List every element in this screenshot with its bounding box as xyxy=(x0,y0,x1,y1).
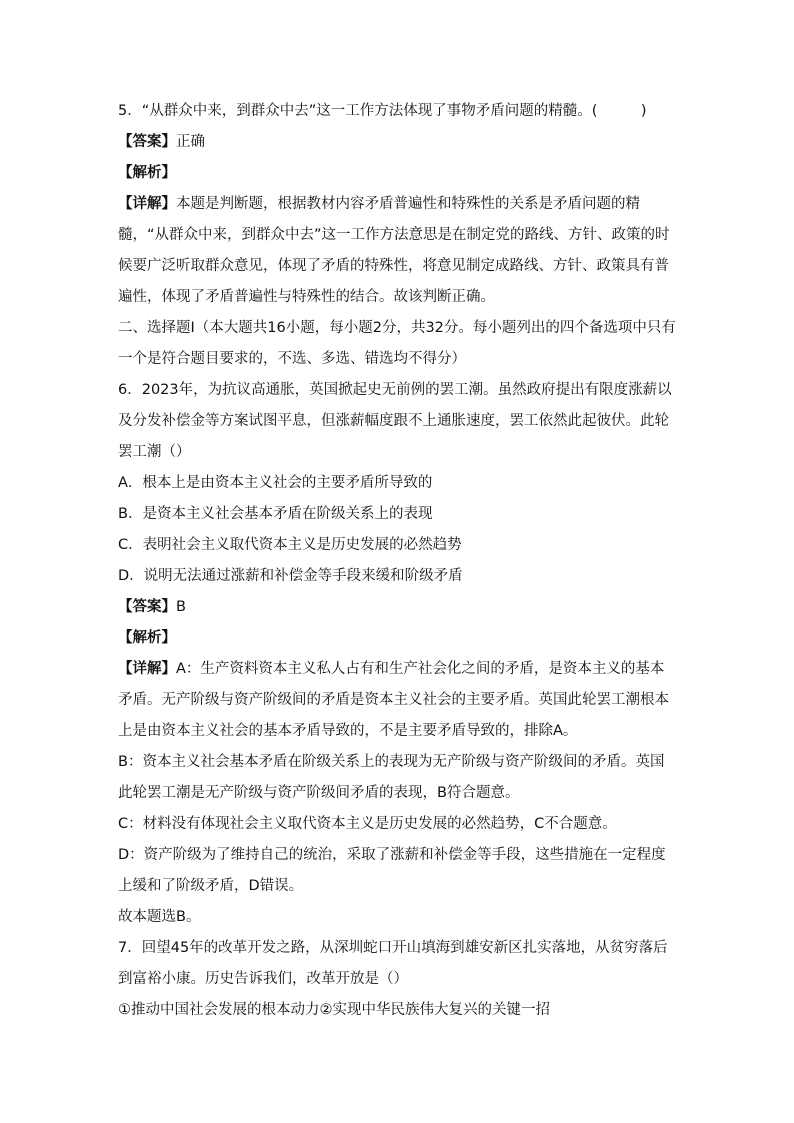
q5-detail xyxy=(118,189,678,313)
q6-option-a: A．根本上是由资本主义社会的主要矛盾所导致的 xyxy=(118,475,433,491)
answer-value: B xyxy=(176,599,186,615)
detail-tag: 【详解】 xyxy=(118,196,176,212)
q6-option-b: B．是资本主义社会基本矛盾在阶级关系上的表现 xyxy=(118,506,433,522)
answer-tag: 【答案】 xyxy=(118,599,176,615)
detail-text-a: A：生产资料资本主义私人占有和生产社会化之间的矛盾，是资本主义的基本矛盾。无产阶级与资产阶级间的矛盾是资本主义社会的主要矛盾。英国此轮罢工潮根本上是由资本主义社会的基本矛盾导致的，不是主要矛盾导致的，排除A。 xyxy=(118,661,669,739)
q6-option-c: C．表明社会主义取代资本主义是历史发展的必然趋势 xyxy=(118,537,462,553)
q7-items: ①推动中国社会发展的根本动力②实现中华民族伟大复兴的关键一招 xyxy=(118,1002,550,1018)
q5-answer xyxy=(118,127,678,158)
answer-tag: 【答案】 xyxy=(118,134,176,150)
q6-conclusion: 故本题选B。 xyxy=(118,909,201,925)
q6-option-d: D．说明无法通过涨薪和补偿金等手段来缓和阶级矛盾 xyxy=(118,568,463,584)
q6-detail-c: C：材料没有体现社会主义取代资本主义是历史发展的必然趋势，C不合题意。 xyxy=(118,816,617,832)
q7-stem: 7．回望45年的改革开发之路，从深圳蛇口开山填海到雄安新区扎实落地，从贫穷落后到富裕小康。历史告诉我们，改革开放是（） xyxy=(118,940,668,987)
q6-detail-b: B：资本主义社会基本矛盾在阶级关系上的表现为无产阶级与资产阶级间的矛盾。英国此轮罢工潮是无产阶级与资产阶级间矛盾的表现，B符合题意。 xyxy=(118,754,665,801)
q6-analysis-tag: 【解析】 xyxy=(118,630,176,646)
q6-stem: 6．2023年，为抗议高通胀，英国掀起史无前例的罢工潮。虽然政府提出有限度涨薪以及分发补偿金等方案试图平息，但涨薪幅度跟不上通胀速度，罢工依然此起彼伏。此轮罢工潮（） xyxy=(118,382,672,460)
q6-answer xyxy=(118,592,678,623)
q5-stem: 5．“从群众中来，到群众中去”这一工作方法体现了事物矛盾问题的精髓。( ) xyxy=(118,103,647,119)
section-heading: 二、选择题Ⅰ（本大题共16小题，每小题2分，共32分。每小题列出的四个备选项中只有一个是符合题目要求的，不选、多选、错选均不得分） xyxy=(118,320,676,367)
document-page xyxy=(118,96,678,1026)
q6-detail-d: D：资产阶级为了维持自己的统治，采取了涨薪和补偿金等手段，这些措施在一定程度上缓和了阶级矛盾，D错误。 xyxy=(118,847,666,894)
q6-detail-a xyxy=(118,654,678,747)
q5-analysis-tag: 【解析】 xyxy=(118,165,176,181)
detail-tag: 【详解】 xyxy=(118,661,176,677)
detail-text: 本题是判断题，根据教材内容矛盾普遍性和特殊性的关系是矛盾问题的精髓，“从群众中来，到群众中去”这一工作方法意思是在制定党的路线、方针、政策的时候要广泛听取群众意见，体现了矛盾的特殊性，将意见制定成路线、方针、政策具有普遍性，体现了矛盾普遍性与特殊性的结合。故该判断正确。 xyxy=(118,196,670,305)
answer-value: 正确 xyxy=(176,134,205,150)
